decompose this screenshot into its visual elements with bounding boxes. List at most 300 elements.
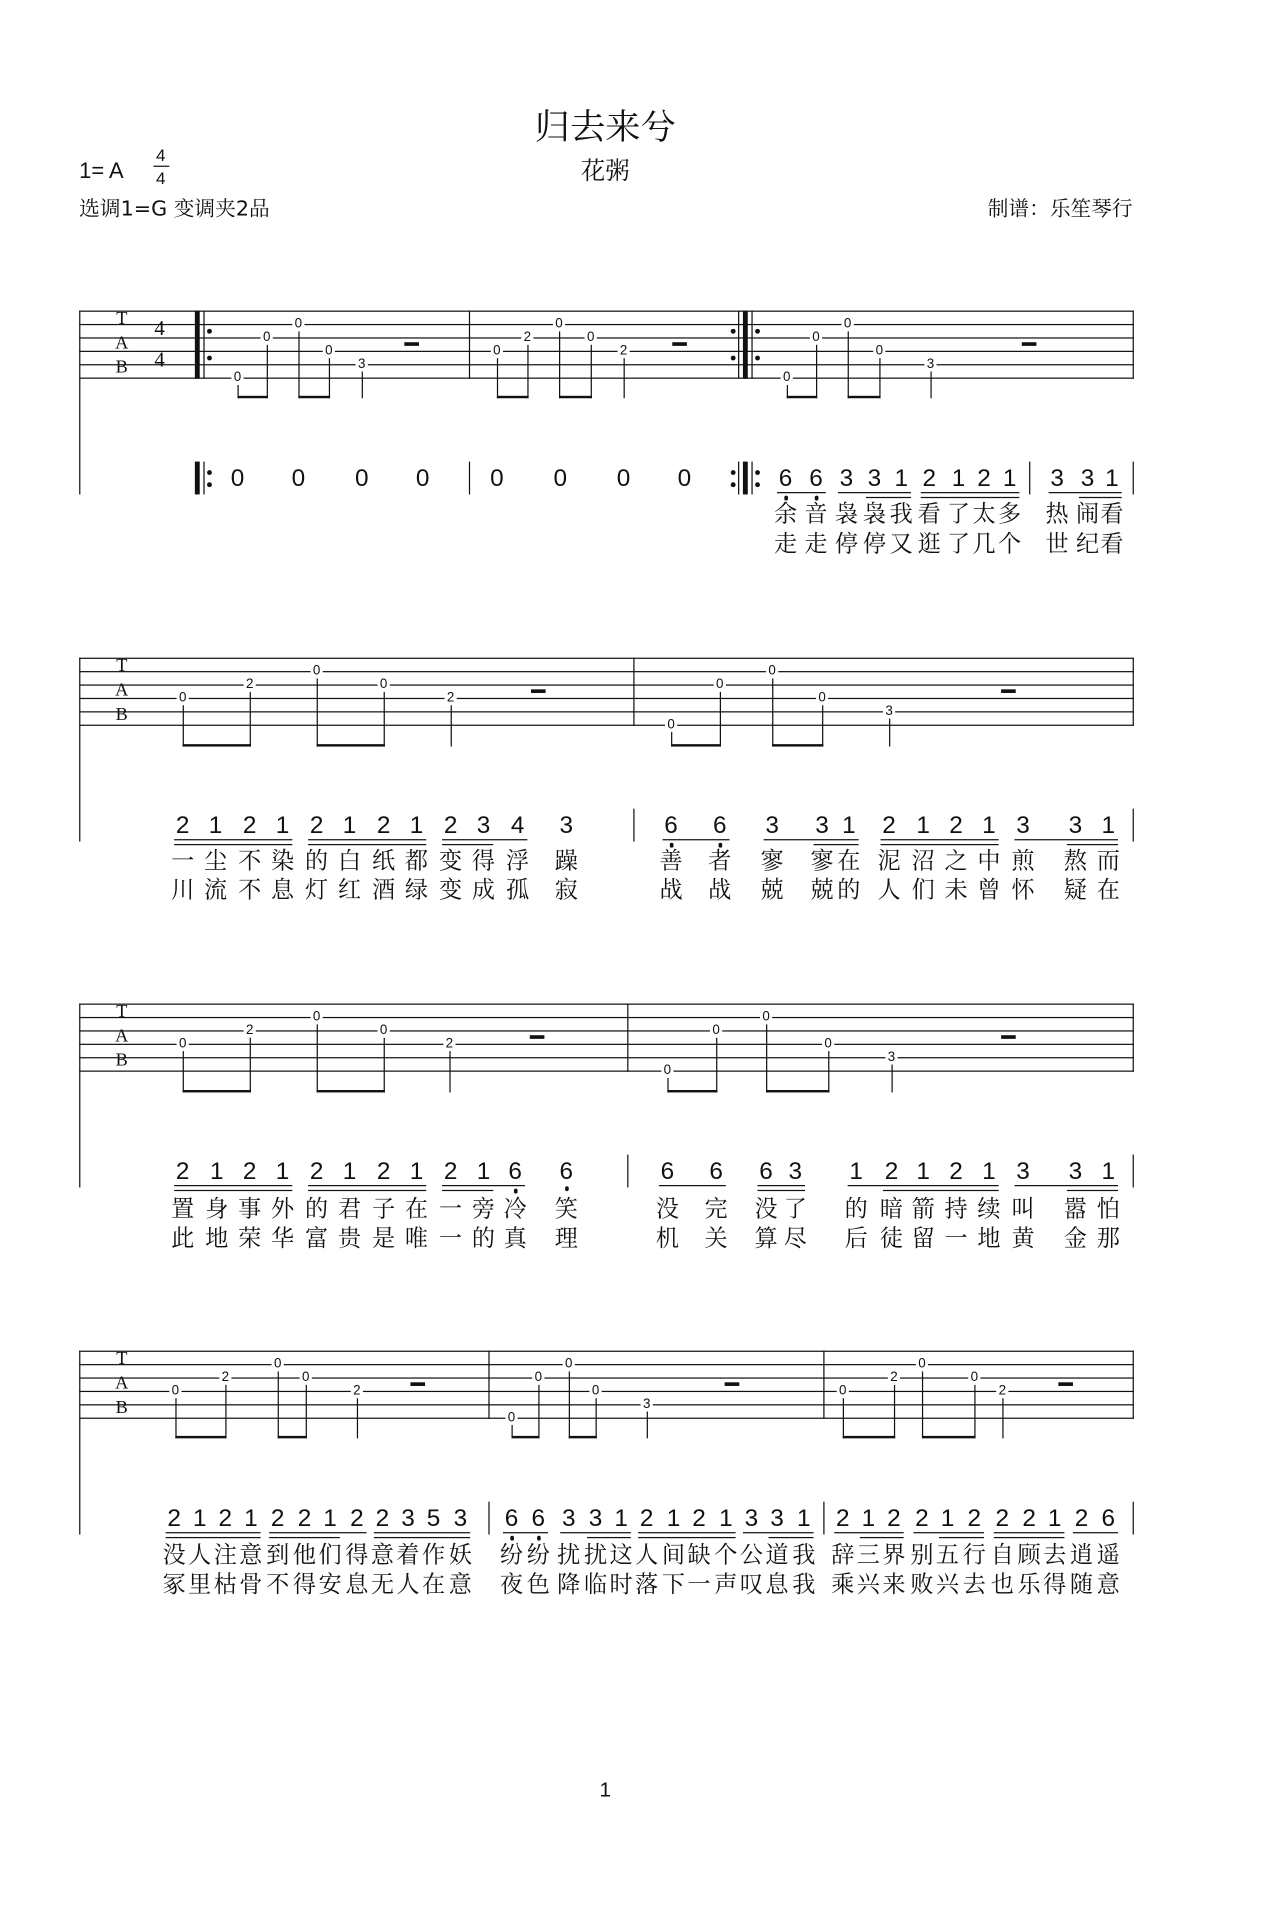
tab-fret-number: 3 xyxy=(924,357,936,372)
lyric-char: 枯 xyxy=(213,1571,237,1598)
lyric-char: 也 xyxy=(990,1571,1014,1598)
lyric-char: 得 xyxy=(345,1541,369,1569)
lyric-char: 他 xyxy=(292,1541,317,1569)
tab-fret-number: 0 xyxy=(261,330,273,345)
lyric-char: 身 xyxy=(205,1195,229,1223)
lyric-char: 人 xyxy=(877,876,901,904)
tab-beam xyxy=(569,1436,597,1438)
lyric-char: 在 xyxy=(1096,876,1120,904)
lyric-char: 个 xyxy=(714,1541,738,1569)
tab-note-stem xyxy=(569,1371,570,1438)
lyric-char: 人 xyxy=(396,1571,420,1598)
tab-beam xyxy=(922,1436,976,1438)
lyric-char: 寥 xyxy=(810,847,834,875)
jianpu-note: 2 xyxy=(218,1505,233,1533)
tab-fret-number: 0 xyxy=(169,1384,181,1399)
duration-underline xyxy=(174,844,292,846)
lyric-char: 没 xyxy=(754,1195,778,1223)
repeat-thin-bar xyxy=(738,311,739,379)
lyric-char: 得 xyxy=(1043,1571,1067,1598)
lyric-char: 夜 xyxy=(499,1571,524,1598)
lyric-char: 灯 xyxy=(305,876,329,904)
tab-clef-t: T xyxy=(116,309,128,329)
repeat-dot xyxy=(731,355,736,360)
lyric-char: 骨 xyxy=(239,1571,263,1598)
duration-underline xyxy=(1067,844,1118,846)
tab-beam xyxy=(237,396,267,398)
repeat-thin-bar xyxy=(203,311,204,379)
jianpu-note: 1 xyxy=(951,465,966,493)
jianpu-note: 1 xyxy=(1047,1505,1062,1533)
lyric-char: 之 xyxy=(944,847,968,875)
tab-note-stem xyxy=(298,331,299,398)
lyric-char: 音 xyxy=(804,500,828,528)
lyric-char: 行 xyxy=(962,1541,986,1569)
tab-beam xyxy=(559,396,592,398)
tab-note-stem xyxy=(362,371,363,398)
lyric-char: 息 xyxy=(270,876,295,904)
tab-note-stem xyxy=(384,1038,385,1093)
lyric-char: 的 xyxy=(837,876,861,904)
jianpu-note: 1 xyxy=(476,1158,491,1186)
tab-staff-line xyxy=(79,1351,1134,1352)
half-rest xyxy=(672,342,687,346)
tab-note-stem xyxy=(225,1385,226,1439)
lyric-char: 界 xyxy=(882,1541,906,1569)
lyric-char: 看 xyxy=(1100,500,1124,528)
lyric-char: 成 xyxy=(471,876,496,904)
jianpu-barline xyxy=(1133,1155,1134,1188)
arranger-credit: 制谱：乐笙琴行 xyxy=(987,197,1133,222)
lyric-char: 荣 xyxy=(238,1225,262,1252)
lyric-char: 注 xyxy=(213,1541,237,1569)
jianpu-note: 0 xyxy=(415,465,430,493)
artist-name: 花粥 xyxy=(580,155,630,186)
lyric-char: 泥 xyxy=(877,847,901,875)
tab-clef-t: T xyxy=(116,1002,128,1022)
lyric-char: 酒 xyxy=(372,876,396,904)
lyric-char: 了 xyxy=(946,531,971,558)
lyric-char: 孤 xyxy=(506,876,530,904)
tab-staff-line xyxy=(79,1418,1134,1419)
repeat-dot xyxy=(207,328,212,333)
tab-beam xyxy=(317,744,385,746)
lyric-char: 停 xyxy=(862,531,887,558)
tab-fret-number: 0 xyxy=(553,317,565,332)
lyric-char: 自 xyxy=(990,1541,1014,1569)
jianpu-note: 1 xyxy=(210,1158,224,1186)
half-rest xyxy=(725,1382,740,1386)
tab-staff-line xyxy=(79,1071,1134,1072)
tab-fret-number: 0 xyxy=(231,370,243,385)
tab-fret-number: 0 xyxy=(378,677,390,692)
lyric-char: 黄 xyxy=(1011,1225,1035,1252)
lyric-char: 一 xyxy=(944,1225,968,1252)
lyric-char: 意 xyxy=(370,1541,394,1569)
tab-fret-number: 2 xyxy=(443,1036,455,1051)
jianpu-note: 6 xyxy=(664,812,678,840)
tab-note-stem xyxy=(879,358,880,398)
tab-note-stem xyxy=(183,705,184,746)
jianpu-note: 0 xyxy=(553,465,568,493)
lyric-char: 疑 xyxy=(1063,876,1087,904)
tab-beam xyxy=(787,396,817,398)
duration-underline xyxy=(866,497,911,499)
jianpu-note: 3 xyxy=(1068,1158,1083,1186)
tab-fret-number: 0 xyxy=(563,1357,575,1372)
jianpu-note: 2 xyxy=(242,812,257,840)
lyric-char: 兴 xyxy=(856,1571,880,1598)
lyric-char: 尘 xyxy=(203,847,228,875)
jianpu-note: 6 xyxy=(778,465,793,493)
jianpu-note: 2 xyxy=(167,1505,181,1533)
lyric-char: 我 xyxy=(792,1571,816,1598)
tab-fret-number: 2 xyxy=(888,1370,900,1385)
jianpu-note: 2 xyxy=(1022,1505,1036,1533)
tab-fret-number: 0 xyxy=(714,677,726,692)
duration-underline xyxy=(166,1537,261,1539)
lyric-char: 乐 xyxy=(1017,1571,1041,1598)
repeat-thick-bar xyxy=(195,462,200,495)
lyric-char: 遥 xyxy=(1096,1541,1120,1569)
jianpu-note: 4 xyxy=(510,812,525,840)
jianpu-note: 2 xyxy=(175,812,190,840)
lyric-char: 纷 xyxy=(499,1541,524,1569)
lyric-char: 了 xyxy=(946,500,971,528)
duration-underline xyxy=(638,1537,735,1539)
tab-note-stem xyxy=(816,345,817,399)
lyric-char: 的 xyxy=(305,847,329,875)
lyric-char: 怕 xyxy=(1096,1195,1120,1223)
tab-fret-number: 0 xyxy=(837,1384,849,1399)
lyric-char: 一 xyxy=(171,847,195,875)
lyric-char: 在 xyxy=(404,1195,429,1223)
tab-fret-number: 3 xyxy=(356,357,368,372)
lyric-char: 几 xyxy=(972,531,996,558)
lyric-char: 扰 xyxy=(583,1541,608,1569)
duration-underline xyxy=(994,1537,1065,1539)
lyric-char: 降 xyxy=(557,1571,581,1598)
tab-staff-line xyxy=(79,1391,1134,1392)
lyric-char: 停 xyxy=(834,531,859,558)
key-signature: 1= A xyxy=(79,158,124,183)
tab-barline xyxy=(633,658,634,726)
duration-underline xyxy=(939,1537,984,1539)
lyric-char: 箭 xyxy=(911,1195,935,1223)
tab-clef-b: B xyxy=(115,358,128,378)
jianpu-note: 3 xyxy=(1068,812,1083,840)
lyric-char: 金 xyxy=(1063,1225,1087,1252)
duration-underline xyxy=(758,1190,805,1192)
lyric-char: 流 xyxy=(203,876,228,904)
tab-fret-number: 0 xyxy=(378,1023,390,1038)
lyric-char: 们 xyxy=(911,876,935,904)
lyric-char: 世 xyxy=(1045,531,1069,558)
lyric-char: 笑 xyxy=(554,1195,578,1223)
jianpu-note: 1 xyxy=(849,1158,863,1186)
time-signature-bottom: 4 xyxy=(156,168,166,188)
lyric-char: 续 xyxy=(977,1195,1001,1223)
lyric-char: 间 xyxy=(661,1541,686,1569)
jianpu-note: 1 xyxy=(666,1505,681,1533)
lyric-char: 色 xyxy=(526,1571,550,1598)
tab-note-stem xyxy=(559,331,560,398)
jianpu-note: 1 xyxy=(982,812,996,840)
jianpu-note: 1 xyxy=(342,1158,357,1186)
lyric-char: 道 xyxy=(765,1541,789,1569)
jianpu-note: 1 xyxy=(797,1505,811,1533)
tab-clef-b: B xyxy=(115,705,128,725)
tab-note-stem xyxy=(591,345,592,399)
tab-note-stem xyxy=(889,719,890,747)
lyric-char: 了 xyxy=(783,1195,807,1223)
low-octave-dot xyxy=(565,1187,569,1191)
lyric-char: 袅 xyxy=(834,500,859,528)
lyric-char: 兢 xyxy=(760,876,784,904)
tab-clef-t: T xyxy=(116,656,128,676)
lyric-char: 寂 xyxy=(554,876,578,904)
tab-note-stem xyxy=(538,1385,539,1439)
lyric-char: 去 xyxy=(1043,1541,1067,1569)
lyric-char: 息 xyxy=(765,1571,789,1598)
tab-note-stem xyxy=(720,692,721,747)
tab-staff-line xyxy=(79,364,1134,365)
lyric-char: 不 xyxy=(238,847,262,875)
lyric-char: 后 xyxy=(844,1225,868,1252)
lyric-char: 人 xyxy=(635,1541,659,1569)
lyric-char: 那 xyxy=(1096,1225,1120,1252)
tab-note-stem xyxy=(183,1051,184,1092)
tab-fret-number: 0 xyxy=(781,370,793,385)
lyric-char: 都 xyxy=(404,847,429,875)
tab-note-stem xyxy=(306,1385,307,1439)
jianpu-note: 1 xyxy=(916,812,930,840)
lyric-char: 兴 xyxy=(935,1571,960,1598)
jianpu-note: 1 xyxy=(916,1158,930,1186)
jianpu-note: 2 xyxy=(175,1158,190,1186)
jianpu-note: 2 xyxy=(1074,1505,1089,1533)
jianpu-barline xyxy=(627,1155,628,1188)
lyric-char: 暗 xyxy=(879,1195,904,1223)
lyric-char: 外 xyxy=(270,1195,295,1223)
lyric-char: 们 xyxy=(318,1541,342,1569)
jianpu-note: 1 xyxy=(1101,1158,1116,1186)
duration-underline xyxy=(442,1190,493,1192)
jianpu-note: 1 xyxy=(719,1505,733,1533)
repeat-thin-bar xyxy=(751,311,752,379)
lyric-char: 着 xyxy=(396,1541,420,1569)
lyric-char: 冷 xyxy=(503,1195,527,1223)
jianpu-barline xyxy=(1133,1502,1134,1535)
lyric-char: 临 xyxy=(583,1571,608,1598)
half-rest xyxy=(1058,1382,1073,1386)
lyric-char: 在 xyxy=(421,1571,446,1598)
tab-staff-line xyxy=(79,671,1134,672)
lyric-char: 安 xyxy=(318,1571,342,1598)
lyric-char: 善 xyxy=(659,847,683,875)
jianpu-note: 1 xyxy=(614,1505,628,1533)
tab-note-stem xyxy=(848,331,849,398)
lyric-char: 三 xyxy=(856,1541,880,1569)
time-signature-top: 4 xyxy=(156,144,166,165)
repeat-dot xyxy=(731,328,736,333)
tab-fret-number: 2 xyxy=(351,1384,363,1399)
jianpu-note: 1 xyxy=(1002,465,1017,493)
tab-fret-number: 2 xyxy=(445,691,457,706)
lyric-char: 煎 xyxy=(1011,847,1035,875)
tab-barline xyxy=(469,311,470,379)
lyric-char: 叫 xyxy=(1011,1195,1035,1223)
tab-note-stem xyxy=(497,358,498,398)
repeat-dot xyxy=(207,355,212,360)
lyric-char: 兢 xyxy=(810,876,834,904)
lyric-char: 辞 xyxy=(831,1541,855,1569)
tab-fret-number: 0 xyxy=(177,1036,189,1051)
lyric-char: 置 xyxy=(171,1195,195,1223)
jianpu-note: 3 xyxy=(765,812,779,840)
tab-note-stem xyxy=(527,345,528,399)
lyric-char: 意 xyxy=(1096,1571,1120,1598)
tab-staff-line xyxy=(79,324,1134,325)
jianpu-note: 0 xyxy=(616,465,631,493)
jianpu-note: 3 xyxy=(588,1505,603,1533)
jianpu-note: 1 xyxy=(244,1505,258,1533)
tab-time-signature-bottom: 4 xyxy=(154,348,165,372)
lyric-char: 君 xyxy=(337,1195,362,1223)
tab-note-stem xyxy=(357,1398,358,1438)
tab-note-stem xyxy=(828,1051,829,1092)
jianpu-note: 3 xyxy=(867,465,882,493)
lyric-char: 嚣 xyxy=(1063,1195,1087,1223)
tab-clef-a: A xyxy=(115,1373,129,1394)
tab-fret-number: 3 xyxy=(885,1050,897,1065)
repeat-dot xyxy=(731,482,736,487)
tab-fret-number: 0 xyxy=(177,691,189,706)
lyric-char: 关 xyxy=(704,1225,728,1252)
tab-beam xyxy=(317,1090,385,1092)
tab-staff-line xyxy=(79,711,1134,712)
tab-note-stem xyxy=(267,345,268,399)
jianpu-note: 2 xyxy=(949,1158,963,1186)
tab-note-stem xyxy=(822,705,823,746)
lyric-char: 机 xyxy=(655,1225,679,1252)
lyric-char: 徒 xyxy=(879,1225,904,1252)
tab-barline xyxy=(1133,1351,1134,1419)
jianpu-note: 2 xyxy=(376,812,391,840)
jianpu-note: 3 xyxy=(788,1158,803,1186)
lyric-char: 一 xyxy=(687,1571,711,1598)
lyric-char: 叹 xyxy=(739,1571,764,1598)
jianpu-note: 2 xyxy=(692,1505,706,1533)
tab-beam xyxy=(298,396,330,398)
tab-fret-number: 0 xyxy=(300,1370,312,1385)
lyric-char: 逛 xyxy=(917,531,941,558)
tab-clef-a: A xyxy=(115,680,129,701)
jianpu-note: 1 xyxy=(275,1158,290,1186)
system-left-line xyxy=(79,658,80,842)
lyric-char: 沼 xyxy=(911,847,935,875)
tab-note-stem xyxy=(772,678,773,746)
lyric-char: 白 xyxy=(337,847,362,875)
tab-note-stem xyxy=(317,1024,318,1092)
lyric-char: 在 xyxy=(837,847,861,875)
lyric-char: 又 xyxy=(889,531,913,558)
tab-beam xyxy=(512,1436,540,1438)
duration-underline xyxy=(442,844,493,846)
jianpu-note: 6 xyxy=(712,812,727,840)
duration-underline xyxy=(881,844,999,846)
lyric-char: 浮 xyxy=(506,847,530,875)
lyric-char: 是 xyxy=(372,1225,396,1252)
tab-note-stem xyxy=(766,1024,767,1092)
repeat-dot xyxy=(755,328,760,333)
tab-note-stem xyxy=(922,1371,923,1438)
jianpu-note: 1 xyxy=(208,812,223,840)
jianpu-note: 3 xyxy=(476,812,491,840)
tab-note-stem xyxy=(250,1038,251,1093)
lyric-char: 曾 xyxy=(977,876,1001,904)
tab-fret-number: 2 xyxy=(617,343,629,358)
tab-clef-a: A xyxy=(115,1026,129,1047)
repeat-thin-bar xyxy=(203,462,204,495)
lyric-char: 红 xyxy=(337,876,362,904)
tab-note-stem xyxy=(843,1398,844,1438)
tab-note-stem xyxy=(175,1398,176,1438)
jianpu-note: 2 xyxy=(967,1505,982,1533)
lyric-char: 绿 xyxy=(404,876,429,904)
jianpu-note: 2 xyxy=(884,1158,899,1186)
lyric-char: 的 xyxy=(305,1195,329,1223)
lyric-char: 冢 xyxy=(162,1571,186,1598)
jianpu-note: 1 xyxy=(861,1505,876,1533)
jianpu-barline xyxy=(633,809,634,842)
jianpu-note: 2 xyxy=(443,812,458,840)
jianpu-note: 1 xyxy=(1101,812,1116,840)
tab-clef-b: B xyxy=(115,1051,128,1071)
lyric-char: 躁 xyxy=(554,847,578,875)
tab-staff-line xyxy=(79,1044,1134,1045)
jianpu-note: 0 xyxy=(354,465,369,493)
tab-beam xyxy=(667,1090,717,1092)
lyric-char: 完 xyxy=(704,1195,728,1223)
duration-underline xyxy=(883,1190,999,1192)
tab-barline xyxy=(823,1351,824,1419)
jianpu-note: 2 xyxy=(836,1505,850,1533)
tab-fret-number: 0 xyxy=(822,1036,834,1051)
jianpu-note: 1 xyxy=(409,1158,424,1186)
tab-staff-line xyxy=(79,311,1134,312)
tab-fret-number: 0 xyxy=(661,1063,673,1078)
lyric-char: 个 xyxy=(998,531,1022,558)
tab-fret-number: 3 xyxy=(883,704,895,719)
lyric-char: 意 xyxy=(448,1571,472,1598)
tab-beam xyxy=(772,744,823,746)
duration-underline xyxy=(860,1537,904,1539)
tab-fret-number: 0 xyxy=(292,317,304,332)
lyric-char: 战 xyxy=(659,876,683,904)
tab-note-stem xyxy=(329,358,330,398)
lyric-char: 顾 xyxy=(1017,1541,1041,1569)
tab-fret-number: 0 xyxy=(766,664,778,679)
tab-staff-line xyxy=(79,658,1134,659)
tab-note-stem xyxy=(930,371,931,398)
tab-staff-line xyxy=(79,1364,1134,1365)
jianpu-note: 6 xyxy=(1101,1505,1116,1533)
lyric-char: 意 xyxy=(239,1541,263,1569)
repeat-thick-bar xyxy=(195,311,200,379)
lyric-char: 别 xyxy=(910,1541,934,1569)
jianpu-note: 1 xyxy=(940,1505,955,1533)
